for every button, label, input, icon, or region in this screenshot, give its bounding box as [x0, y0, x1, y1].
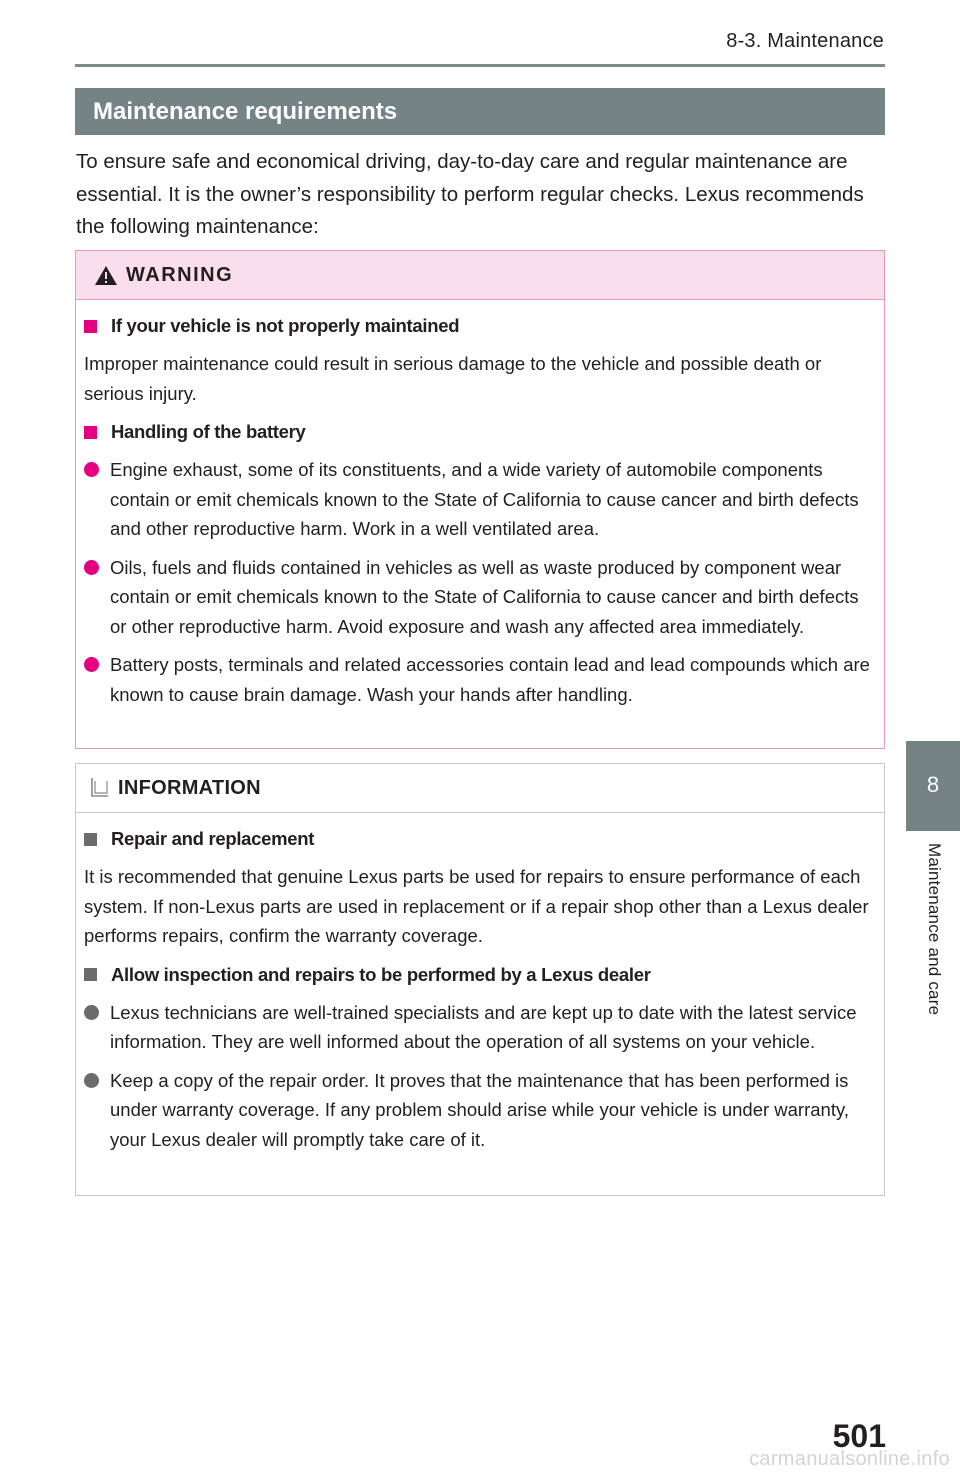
chapter-tab-rule [906, 829, 960, 831]
warning-subheading [84, 312, 874, 340]
circle-bullet-icon [84, 560, 99, 575]
warning-paragraph: Improper maintenance could result in serious damage to the vehicle and possible death or serious injury. [84, 353, 822, 404]
warning-bullet-text: Oils, fuels and fluids contained in vehicles as well as waste produced by component wear contain or emit chemicals known to the State of California to cause cancer and birth defects or other reproductive harm. Avoid exposure and wash any affected area immediately. [110, 556, 859, 637]
information-header [76, 764, 884, 813]
circle-bullet-icon [84, 657, 99, 672]
page-number: 501 [832, 1418, 886, 1454]
watermark: carmanualsonline.info [749, 1448, 950, 1470]
circle-bullet-icon [84, 1005, 99, 1020]
information-subheading-text: Allow inspection and repairs to be performed by a Lexus dealer [111, 963, 651, 985]
warning-triangle-icon [94, 265, 118, 286]
information-bullet-text: Keep a copy of the repair order. It proves that the maintenance that has been performed is under warranty coverage. If any problem should arise while your vehicle is under warranty, your Lexus dealer will promptly take care of it. [110, 1069, 849, 1150]
information-subheading [84, 961, 874, 989]
circle-bullet-icon [84, 462, 99, 477]
warning-title: WARNING [126, 263, 234, 286]
warning-subheading-text: Handling of the battery [111, 421, 306, 442]
information-bullet [84, 998, 874, 1057]
information-box [75, 763, 885, 1196]
note-icon [90, 776, 110, 800]
information-bullet [84, 1066, 874, 1155]
header-rule [75, 64, 885, 67]
warning-header [76, 251, 884, 300]
information-bullet-text: Lexus technicians are well-trained specialists and are kept up to date with the latest service information. They are well informed about the operation of all systems on your vehicle. [110, 1001, 857, 1052]
information-subheading-text: Repair and replacement [111, 828, 315, 849]
warning-box [75, 250, 885, 749]
warning-subheading [84, 418, 874, 446]
information-subheading [84, 825, 874, 853]
chapter-tab: 8 [906, 741, 960, 829]
information-paragraph: It is recommended that genuine Lexus parts be used for repairs to ensure performance of each system. If non-Lexus parts are used in replacement or if a repair shop other than a Lexus dealer performs repairs, confirm the warranty coverage. [84, 866, 869, 946]
square-bullet-icon [84, 968, 97, 981]
intro-paragraph: To ensure safe and economical driving, day-to-day care and regular maintenance are essential. It is the owner’s responsibility to perform regular checks. Lexus recommends the following maintenance: [76, 150, 864, 238]
square-bullet-icon [84, 426, 97, 439]
running-header: 8-3. Maintenance [726, 30, 884, 52]
section-title: Maintenance requirements [75, 88, 885, 135]
warning-bullet [84, 650, 874, 709]
square-bullet-icon [84, 320, 97, 333]
warning-subheading-text: If your vehicle is not properly maintained [111, 315, 460, 336]
warning-bullet [84, 553, 874, 642]
warning-bullet-text: Engine exhaust, some of its constituents, and a wide variety of automobile components contain or emit chemicals known to the State of California to cause cancer and birth defects and other reproductive harm. Work in a well ventilated area. [110, 459, 859, 539]
circle-bullet-icon [84, 1073, 99, 1088]
chapter-label: Maintenance and care [925, 843, 944, 1016]
warning-bullet-text: Battery posts, terminals and related accessories contain lead and lead compounds which are known to cause brain damage. Wash your hands after handling. [110, 654, 870, 705]
warning-bullet [84, 455, 874, 544]
information-title: INFORMATION [118, 776, 261, 799]
square-bullet-icon [84, 833, 97, 846]
